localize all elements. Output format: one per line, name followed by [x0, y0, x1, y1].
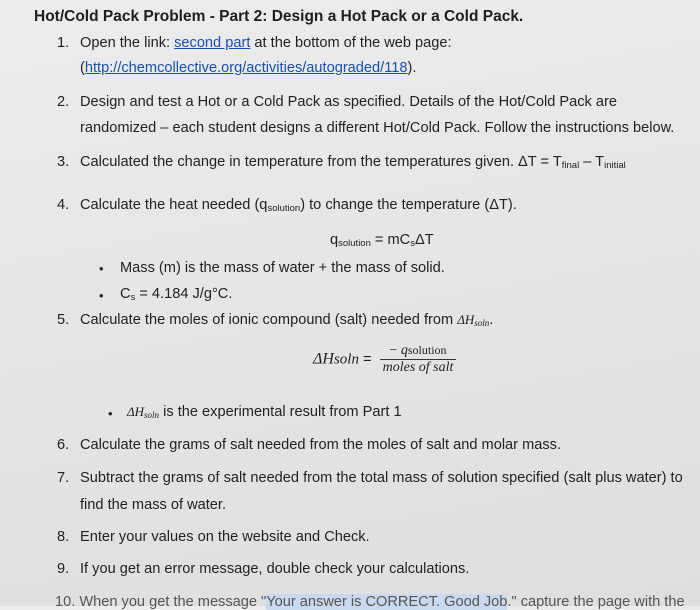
- t-final-subscript: final: [561, 160, 580, 171]
- step-7-line-2: find the mass of water.: [80, 497, 227, 513]
- numerator-subscript: solution: [407, 343, 447, 357]
- bullet-dh-text: is the experimental result from Part 1: [159, 404, 402, 420]
- eq-equals: =: [358, 351, 376, 368]
- step-1-suffix: at the bottom of the web page:: [250, 35, 452, 51]
- cs-c: C: [120, 286, 131, 302]
- bullet-icon: •: [99, 288, 104, 303]
- fraction-numerator: [380, 343, 457, 360]
- eq-q: q: [330, 232, 339, 248]
- step-4-number: 4.: [57, 197, 70, 213]
- chemcollective-url-link[interactable]: http://chemcollective.org/activities/autograded/118: [84, 60, 408, 76]
- step-6-text: Calculate the grams of salt needed from the moles of salt and molar mass.: [80, 437, 562, 453]
- step-2-line-1: Design and test a Hot or a Cold Pack as specified. Details of the Hot/Cold Pack are: [80, 94, 617, 110]
- step-8-text: Enter your values on the website and Check.: [80, 529, 370, 545]
- eq-dh-subscript: soln: [333, 351, 359, 368]
- eq-dh: ΔH: [313, 350, 334, 368]
- step-9-number: 9.: [57, 561, 70, 577]
- eq-rhs: = mC: [370, 232, 411, 248]
- step-5-number: 5.: [57, 312, 70, 328]
- step-1-prefix: Open the link:: [80, 35, 175, 51]
- bullet-dh-subscript: soln: [144, 410, 160, 420]
- bullet-dh: ΔH: [127, 404, 145, 419]
- step-10-suffix: ." capture the page with the: [507, 594, 685, 610]
- step-1-text: [80, 35, 452, 51]
- step-10-prefix: 10. When you get the message ": [55, 594, 267, 610]
- url-open-paren: (: [80, 60, 85, 76]
- step-3-minus: – T: [579, 154, 605, 170]
- step-6-number: 6.: [57, 437, 70, 453]
- t-initial-subscript: initial: [604, 160, 626, 171]
- page-title: Hot/Cold Pack Problem - Part 2: Design a Hot Pack or a Cold Pack.: [34, 8, 524, 25]
- step-5-dot: .: [489, 312, 494, 328]
- eq-q-subscript: solution: [338, 238, 371, 249]
- step-7-number: 7.: [57, 470, 70, 486]
- step-3-text: [80, 154, 626, 170]
- step-5-main: Calculate the moles of ionic compound (salt) needed from: [80, 312, 458, 328]
- step-3-number: 3.: [57, 154, 70, 170]
- second-part-link[interactable]: second part: [174, 35, 251, 51]
- numerator-q: q: [400, 343, 408, 358]
- q-solution-subscript: solution: [267, 203, 301, 214]
- enthalpy-equation: [313, 343, 456, 376]
- step-4-text: [80, 197, 517, 213]
- bullet-icon: •: [99, 261, 104, 276]
- dh-subscript: soln: [474, 318, 490, 328]
- step-3-main: Calculated the change in temperature from the temperatures given. ΔT = T: [80, 154, 562, 170]
- bullet-icon: •: [108, 406, 113, 421]
- correct-message-highlight: Your answer is CORRECT. Good Job: [266, 594, 508, 610]
- fraction-denominator: moles of salt: [382, 360, 454, 375]
- step-9-text: If you get an error message, double check your calculations.: [80, 561, 470, 577]
- cs-subscript: s: [130, 292, 136, 303]
- eq-cs-subscript: s: [410, 238, 415, 249]
- step-1-number: 1.: [57, 35, 70, 51]
- numerator-sign: −: [389, 343, 401, 358]
- step-2-line-2: randomized – each student designs a different Hot/Cold Pack. Follow the instructions below.: [80, 120, 675, 136]
- eq-delta-t: ΔT: [414, 232, 434, 248]
- enthalpy-fraction: [380, 343, 457, 376]
- step-8-number: 8.: [57, 529, 70, 545]
- step-1-url-line: [80, 60, 416, 76]
- step-7-line-1: Subtract the grams of salt needed from the total mass of solution specified (salt plus water) to: [80, 470, 683, 486]
- url-close-paren: ).: [407, 60, 417, 76]
- step-4-suffix: ) to change the temperature (ΔT).: [300, 197, 517, 213]
- step-10-partial: [55, 594, 685, 610]
- step-5-text: [80, 312, 493, 328]
- mass-bullet-text: Mass (m) is the mass of water + the mass of solid.: [120, 260, 445, 276]
- cs-bullet-text: [120, 286, 232, 302]
- step-4-prefix: Calculate the heat needed (q: [80, 197, 268, 213]
- dh-symbol: ΔH: [457, 312, 475, 327]
- heat-equation: [330, 232, 434, 248]
- cs-value: = 4.184 J/g°C.: [135, 286, 233, 302]
- dh-bullet-text: [127, 404, 402, 420]
- step-2-number: 2.: [57, 94, 70, 110]
